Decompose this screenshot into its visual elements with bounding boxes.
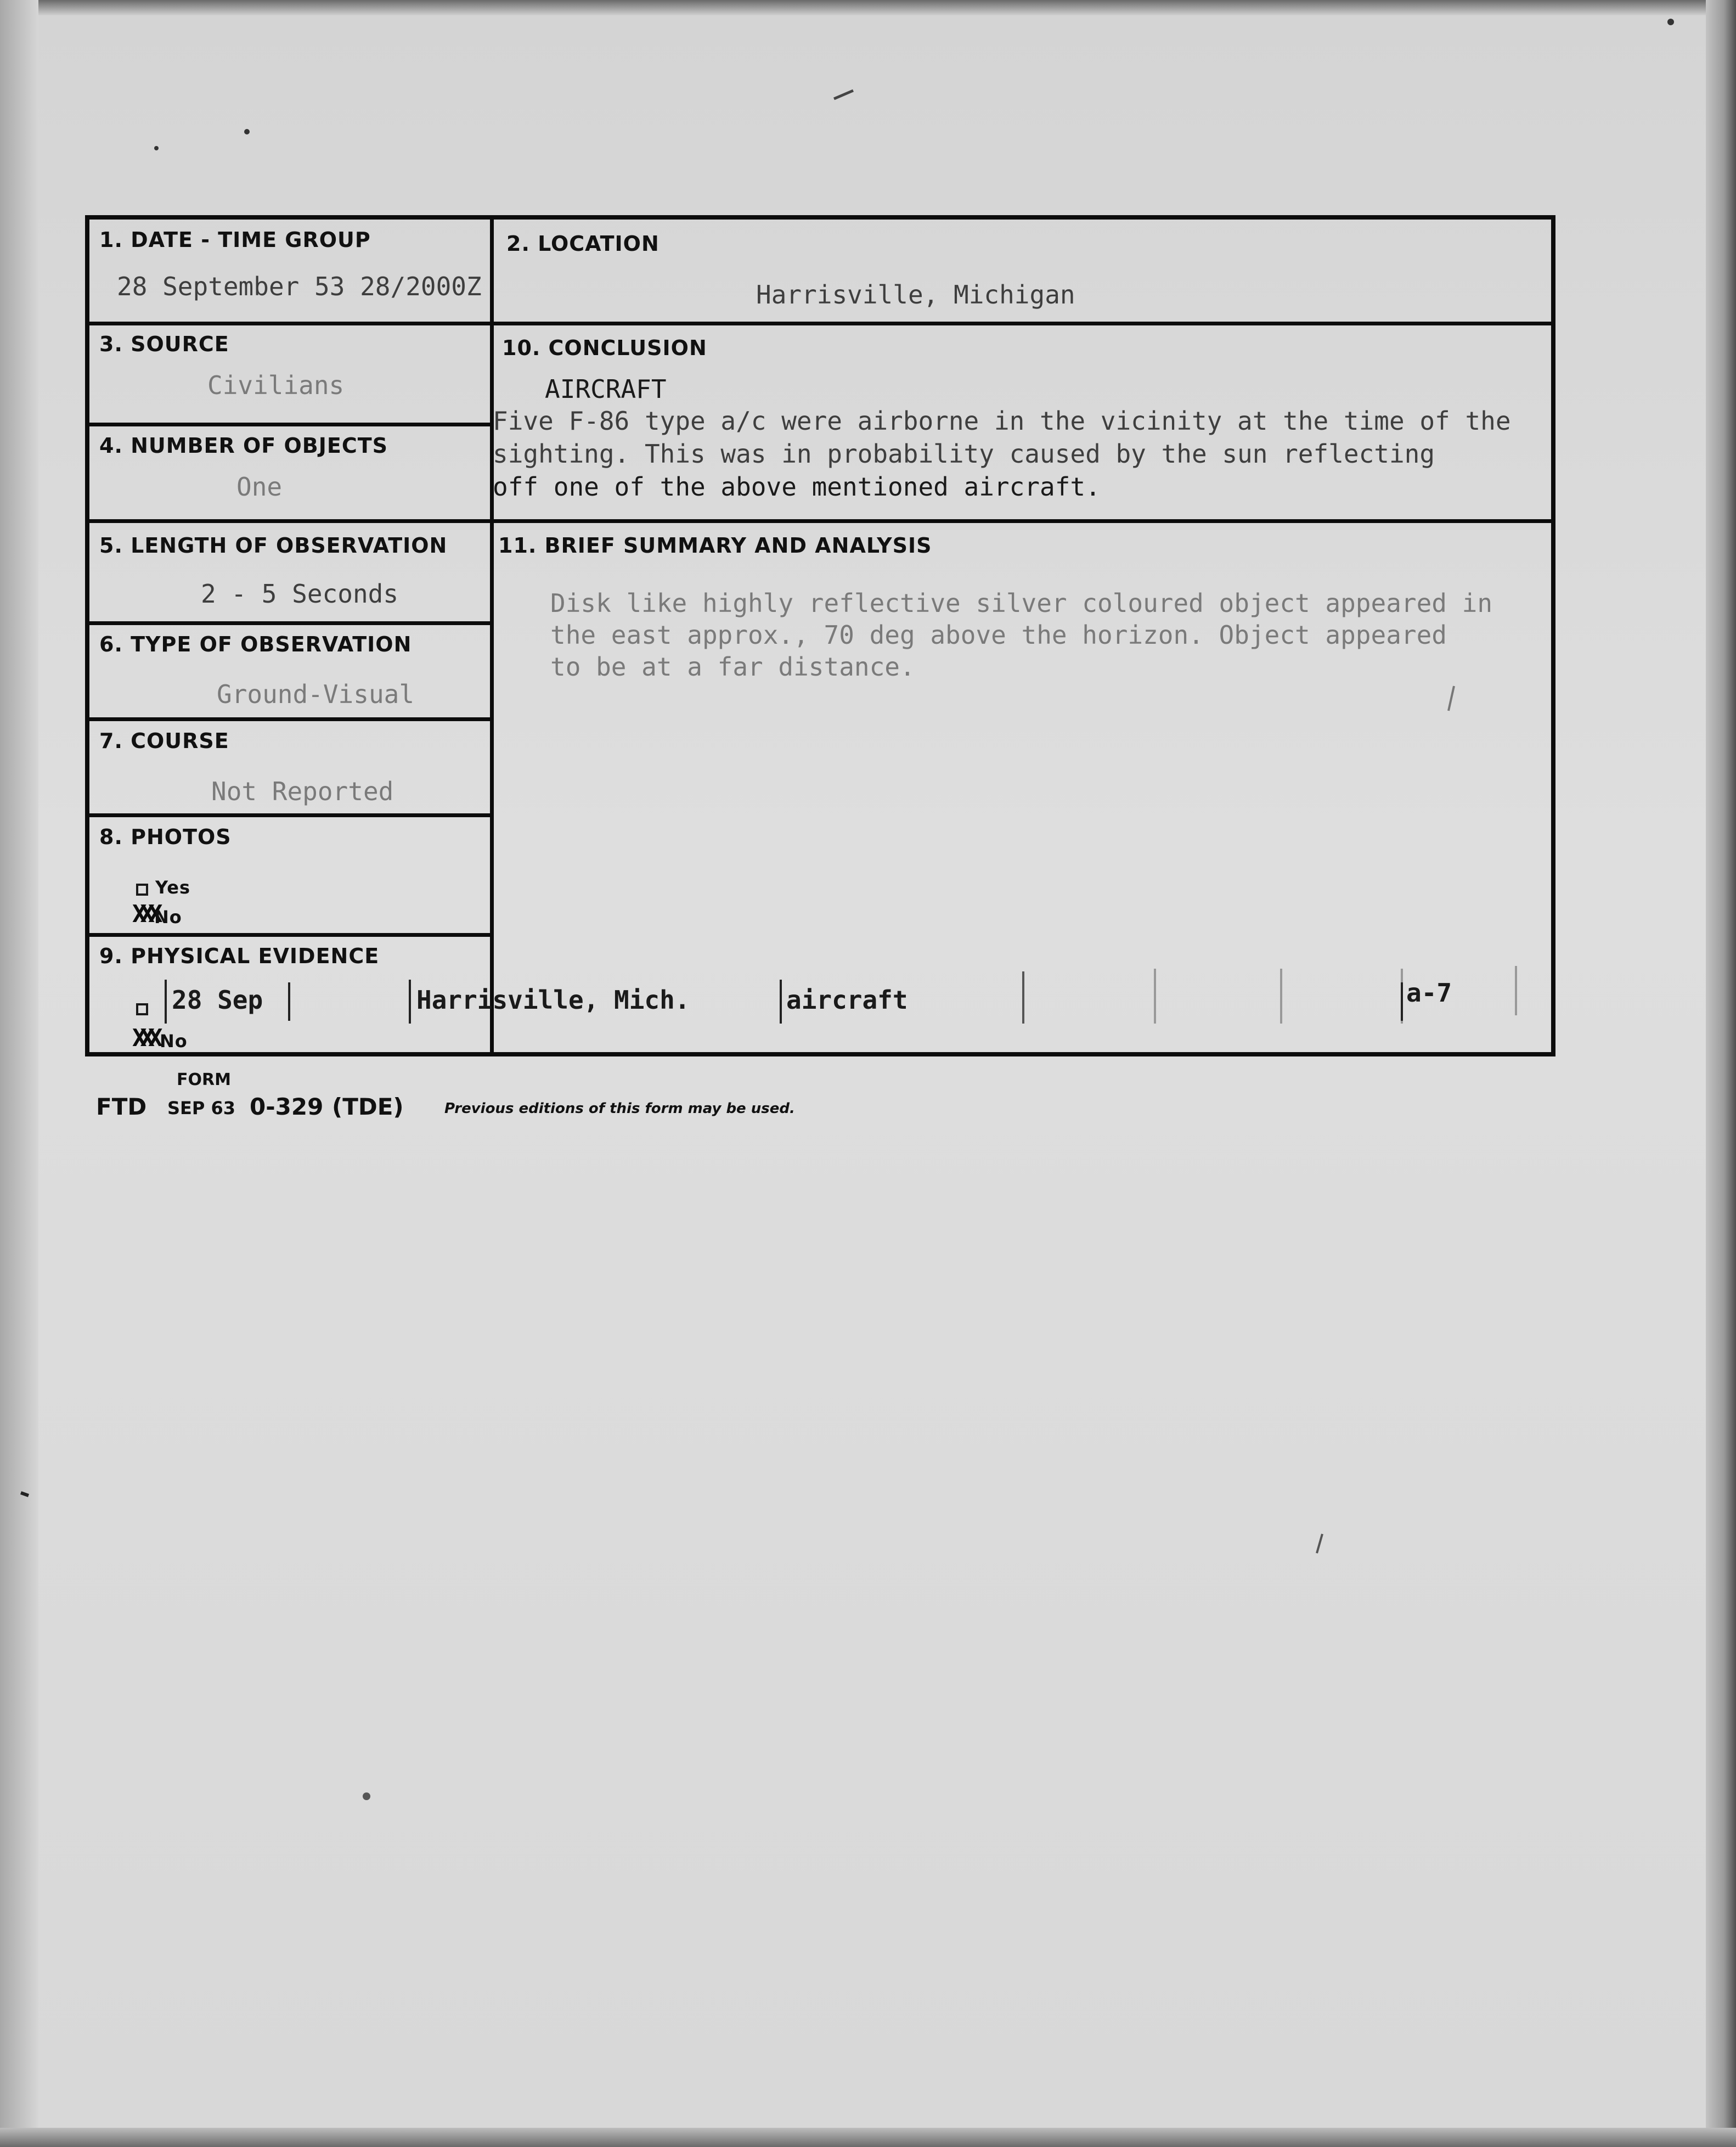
photos-yes-label: Yes xyxy=(155,877,190,898)
location-value: Harrisville, Michigan xyxy=(756,280,1075,310)
footer-form-word: FORM xyxy=(177,1070,231,1089)
summary-label: 11. BRIEF SUMMARY AND ANALYSIS xyxy=(498,533,932,558)
index-strip-location: Harrisville, Mich. xyxy=(416,985,690,1015)
scan-edge-bottom xyxy=(0,2128,1736,2147)
date-time-group-value: 28 September 53 28/2000Z xyxy=(117,272,482,301)
index-strip-tick xyxy=(165,980,167,1024)
footer-office: (TDE) xyxy=(332,1093,404,1120)
footer-form-number: 0-329 xyxy=(250,1093,324,1120)
index-strip-tick xyxy=(780,980,782,1024)
photos-no-label: No xyxy=(154,907,182,928)
photos-yes-checkbox[interactable] xyxy=(136,884,148,896)
location-label: 2. LOCATION xyxy=(506,232,660,256)
conclusion-label: 10. CONCLUSION xyxy=(502,336,707,360)
conclusion-line-2: sighting. This was in probability caused by the sun reflecting xyxy=(493,439,1435,469)
type-of-observation-value: Ground-Visual xyxy=(217,679,415,709)
physical-evidence-no-label: No xyxy=(160,1031,188,1052)
scan-edge-left xyxy=(0,0,38,2147)
source-value: Civilians xyxy=(207,370,345,400)
row-divider-5 xyxy=(89,621,490,625)
index-strip-tick xyxy=(1401,982,1403,1021)
conclusion-value: AIRCRAFT xyxy=(545,374,667,404)
index-strip-tick xyxy=(1515,966,1517,1015)
date-time-group-label: 1. DATE - TIME GROUP xyxy=(99,228,371,252)
length-of-observation-value: 2 - 5 Seconds xyxy=(201,579,399,609)
row-divider-1 xyxy=(89,322,1552,325)
row-divider-7 xyxy=(89,813,490,817)
length-of-observation-label: 5. LENGTH OF OBSERVATION xyxy=(99,533,448,558)
footer-date: SEP 63 xyxy=(167,1098,236,1119)
row-divider-3 xyxy=(89,423,490,426)
course-label: 7. COURSE xyxy=(99,729,229,753)
physical-evidence-yes-checkbox[interactable] xyxy=(136,1003,148,1015)
number-of-objects-value: One xyxy=(236,472,283,502)
photos-no-checkbox-x-icon[interactable]: XXX xyxy=(132,900,156,928)
record-card-form xyxy=(85,215,1555,1056)
index-strip-tick xyxy=(1022,971,1024,1024)
conclusion-line-1: Five F-86 type a/c were airborne in the vicinity at the time of the xyxy=(493,406,1511,436)
summary-line-3: to be at a far distance. xyxy=(550,652,915,682)
number-of-objects-label: 4. NUMBER OF OBJECTS xyxy=(99,434,388,458)
index-strip-tick xyxy=(1154,969,1156,1024)
scan-edge-right xyxy=(1706,0,1736,2147)
photos-label: 8. PHOTOS xyxy=(99,825,232,849)
source-label: 3. SOURCE xyxy=(99,332,229,356)
physical-evidence-no-checkbox-x-icon[interactable]: XXX xyxy=(132,1024,156,1052)
row-divider-4 xyxy=(89,519,1552,523)
index-strip-tick xyxy=(288,982,290,1021)
summary-line-1: Disk like highly reflective silver coloured object appeared in xyxy=(550,588,1493,618)
physical-evidence-label: 9. PHYSICAL EVIDENCE xyxy=(99,944,380,968)
row-divider-8 xyxy=(89,933,490,937)
column-divider-upper xyxy=(490,220,494,1054)
index-strip-tick xyxy=(409,980,411,1024)
index-strip-code: a-7 xyxy=(1406,978,1452,1008)
footer-org: FTD xyxy=(96,1093,147,1120)
course-value: Not Reported xyxy=(211,777,394,806)
summary-line-2: the east approx., 70 deg above the horizon. Object appeared xyxy=(550,620,1447,650)
footer-note: Previous editions of this form may be used. xyxy=(444,1100,795,1117)
index-strip-date: 28 Sep xyxy=(172,985,263,1015)
conclusion-line-3: off one of the above mentioned aircraft. xyxy=(493,472,1101,502)
row-divider-6 xyxy=(89,717,490,721)
type-of-observation-label: 6. TYPE OF OBSERVATION xyxy=(99,632,412,656)
scan-edge-top xyxy=(0,0,1736,15)
index-strip-tick xyxy=(1280,969,1282,1024)
index-strip-conclusion: aircraft xyxy=(786,985,908,1015)
